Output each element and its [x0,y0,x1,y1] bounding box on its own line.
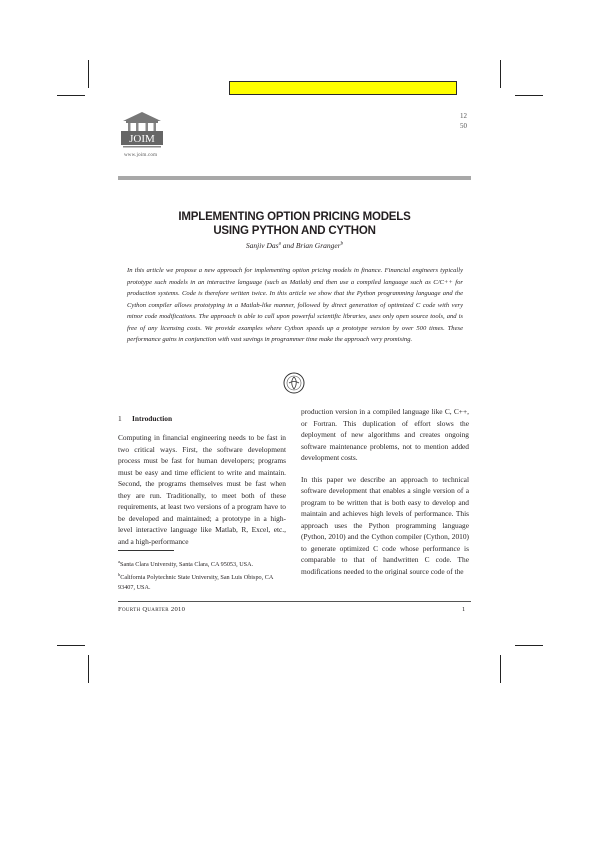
crop-mark [500,60,501,88]
header-number: 12 [460,112,467,120]
body-paragraph: production version in a compiled language like C, C++, or Fortran. This duplication of effort slows the deployment of new algorithms and creates ongoing software maintenance problems, not to mention added development costs. [301,407,469,462]
crop-mark [515,95,543,96]
crop-mark [515,645,543,646]
crop-mark [57,645,85,646]
header-number: 50 [460,122,467,130]
right-column [301,406,469,587]
affiliation-mark: a [278,241,281,247]
author-name: and Brian Granger [280,241,341,250]
section-heading [118,414,286,423]
footnote [118,570,286,593]
footnote [118,557,286,570]
footer-rule [118,601,471,602]
left-column [118,406,286,557]
footnote-text: Santa Clara University, Santa Clara, CA 95053, USA. [120,561,254,569]
footer-issue: Fourth Quarter 2010 [118,606,186,613]
header-rule [118,176,471,180]
crop-mark [88,655,89,683]
abstract: In this article we propose a new approach for implementing option pricing models in finance. Financial engineers typically prototype such models in an interactive language (such as Matlab) and then use a compiled language such as C/C++ for production systems. Code is therefore written twice. In this article we show that the Python programming language and the Cython compiler allows prototyping in a Matlab-like manner, followed by direct generation of optimized C code with very minor code modifications. The approach is able to call upon powerful scientific libraries, uses only open source tools, and is free of any licensing costs. We provide examples where Cython speeds up a prototype version by over 500 times. These performance gains in conjunction with vast savings in programmer time make the approach very promising. [127,267,463,343]
section-number: 1 [118,414,122,423]
footnote-mark: a [118,559,120,564]
logo-text: JOIM [129,133,155,145]
title-line: IMPLEMENTING OPTION PRICING MODELS [178,211,411,223]
footnote-text: California Polytechnic State University, San Luis Obispo, CA 93407, USA. [118,574,273,592]
footnote-mark: b [118,572,121,578]
footnote-rule [118,550,174,551]
crop-mark [57,95,85,96]
title-line: USING PYTHON AND CYTHON [213,225,376,237]
ornament-icon [283,372,305,394]
article-title [118,210,471,238]
joim-logo [117,109,167,159]
author-name: Sanjiv Das [245,241,279,250]
author-line [118,241,471,250]
crop-mark [500,655,501,683]
logo-url: www.joim.com [124,153,158,158]
footnotes [118,557,286,593]
section-title: Introduction [132,414,173,423]
body-paragraph: Computing in financial engineering needs to be fast in two critical ways. First, the software development process must be fast for human developers; programs must be easy and time efficient to write and maintain. Second, the programs themselves must be fast when they are run. Traditionally, to meet both of these requirements, at least two versions of a program have to be developed and maintained; a prototype in a high-level interactive language like Matlab, R, Excel, etc., and a high-performance [118,433,286,546]
affiliation-mark: b [340,241,344,247]
crop-mark [88,60,89,88]
page-number: 1 [462,606,466,613]
highlight-annotation-box[interactable] [229,81,457,95]
body-paragraph: In this paper we describe an approach to technical software development that enables a single version of a program to be written that is both easy to develop and maintain and achieves high levels of performance. This approach uses the Python programming language (Python, 2010) and the Cython compiler (Cython, 2010) to generate optimized C code whose performance is comparable to that of handwritten C code. The modifications needed to the original source code of the [301,474,469,576]
